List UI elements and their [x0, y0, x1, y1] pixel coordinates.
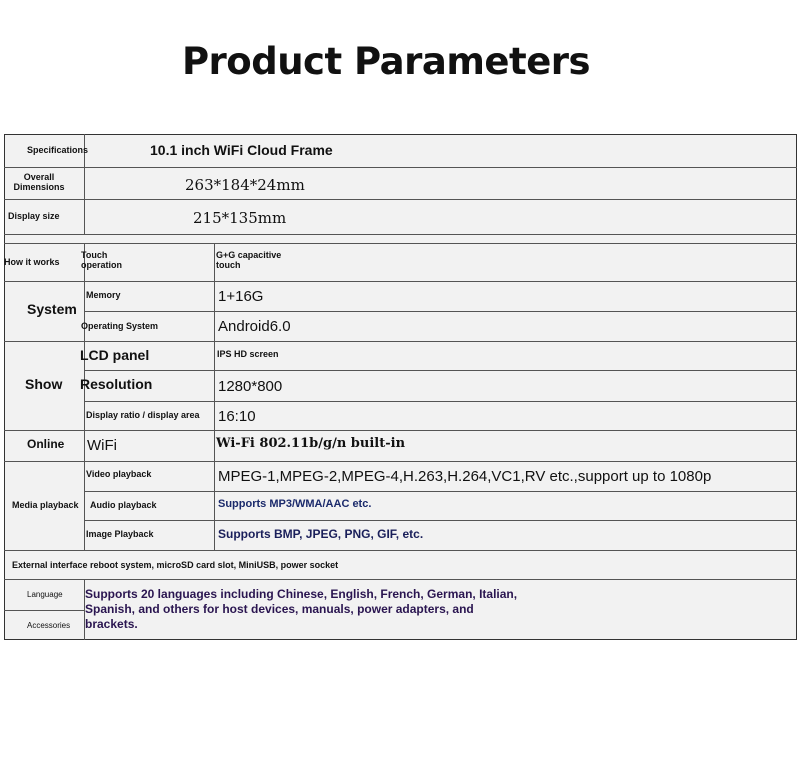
language-label: Language: [27, 590, 63, 599]
online-label: Online: [27, 437, 65, 451]
language-accessories-value: Supports 20 languages including Chinese, English, French, German, Italian, Spanish, and others for host devices, manuals, power adapters, and brackets.: [85, 587, 518, 631]
row-divider: [4, 199, 797, 200]
image-playback-label: Image Playback: [86, 529, 154, 539]
display-size-value: 215*135mm: [193, 209, 287, 227]
media-playback-label: Media playback: [12, 500, 79, 510]
resolution-label: Resolution: [80, 376, 153, 392]
row-divider: [4, 167, 797, 168]
how-it-works-label: How it works: [4, 257, 60, 267]
video-playback-label: Video playback: [86, 469, 152, 479]
audio-playback-value: Supports MP3/WMA/AAC etc.: [218, 498, 372, 510]
show-label: Show: [25, 376, 63, 392]
display-ratio-label: Display ratio / display area: [86, 410, 200, 420]
row-divider: [4, 550, 797, 551]
row-divider: [4, 281, 797, 282]
touch-operation-value: G+G capacitive touch: [216, 250, 282, 271]
video-playback-value: MPEG-1,MPEG-2,MPEG-4,H.263,H.264,VC1,RV etc.,support up to 1080p: [218, 468, 712, 485]
wifi-value: Wi-Fi 802.11b/g/n built-in: [216, 436, 406, 451]
image-playback-value: Supports BMP, JPEG, PNG, GIF, etc.: [218, 527, 424, 541]
row-divider: [4, 461, 797, 462]
row-divider: [84, 401, 797, 402]
resolution-value: 1280*800: [218, 378, 283, 395]
display-ratio-value: 16:10: [218, 408, 256, 425]
touch-operation-label: Touch operation: [81, 250, 123, 271]
wifi-label: WiFi: [87, 437, 117, 454]
row-divider: [4, 243, 797, 244]
external-interface-text: External interface reboot system, microSD card slot, MiniUSB, power socket: [12, 560, 339, 570]
row-divider: [84, 370, 797, 371]
overall-dimensions-label: Overall Dimensions: [13, 172, 65, 193]
lcd-panel-label: LCD panel: [80, 347, 150, 363]
operating-system-value: Android6.0: [218, 318, 291, 335]
column-divider: [84, 243, 85, 550]
row-divider: [84, 311, 797, 312]
column-divider: [214, 243, 215, 281]
column-divider: [214, 281, 215, 550]
overall-dimensions-value: 263*184*24mm: [185, 176, 305, 194]
row-divider: [4, 430, 797, 431]
row-divider: [84, 520, 797, 521]
specifications-value: 10.1 inch WiFi Cloud Frame: [150, 142, 333, 158]
row-divider: [4, 610, 84, 611]
row-divider: [4, 341, 797, 342]
row-divider: [4, 234, 797, 235]
lcd-panel-value: IPS HD screen: [217, 349, 279, 359]
system-label: System: [27, 301, 77, 317]
audio-playback-label: Audio playback: [90, 500, 157, 510]
row-divider: [4, 579, 797, 580]
operating-system-label: Operating System: [81, 321, 159, 331]
memory-label: Memory: [86, 290, 121, 300]
accessories-label: Accessories: [27, 621, 71, 630]
page-title: Product Parameters: [181, 40, 591, 83]
display-size-label: Display size: [8, 211, 60, 221]
memory-value: 1+16G: [218, 288, 264, 305]
row-divider: [84, 491, 797, 492]
specifications-label: Specifications: [27, 145, 89, 155]
